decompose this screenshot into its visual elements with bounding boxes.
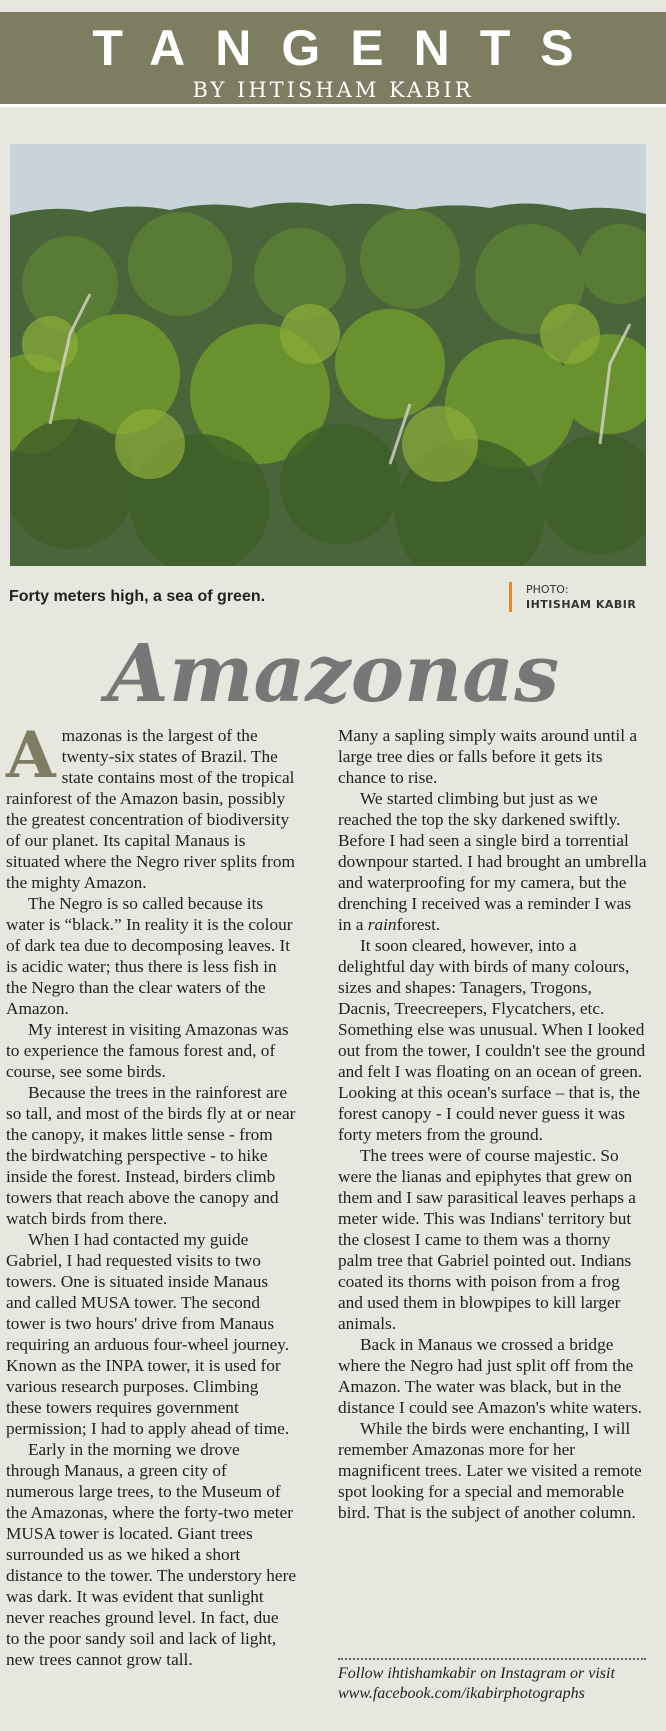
article-column-left (6, 718, 297, 1670)
footer-divider (338, 1658, 646, 1660)
photo-credit-name: IHTISHAM KABIR (526, 598, 637, 611)
article-footer (338, 1664, 658, 1704)
article-paragraph: The trees were of course majestic. So were the lianas and epiphytes that grew on them and I saw parasitical leaves perhaps a meter wide. This was Indians' territory but the closest I came to them was a thorny palm tree that Gabriel pointed out. Indians coated its thorns with poison from a frog and used them in blowpipes to kill larger animals. (338, 1146, 636, 1333)
photo-credit (509, 582, 636, 612)
article-paragraph: The Negro is so called because its water is “black.” In reality it is the colour of dark tea due to decomposing leaves. It is acidic water; thus there is less fish in the Negro than the clear waters of the Amazon. (6, 894, 293, 1018)
photo-credit-label: PHOTO: (526, 583, 569, 596)
article-paragraph: When I had contacted my guide Gabriel, I had requested visits to two towers. One is situated inside Manaus and called MUSA tower. The second tower is two hours' drive from Manaus requiring an arduous four-wheel journey. Known as the INPA tower, it is used for various research purposes. Climbing these towers requires government permission; I had to apply ahead of time. (6, 1230, 290, 1438)
article-paragraph: Many a sapling simply waits around until a large tree dies or falls before it gets its chance to rise. (338, 726, 638, 787)
forest-canopy-illustration (10, 144, 646, 566)
article-paragraph: It soon cleared, however, into a delightful day with birds of many colours, sizes and shapes: Tanagers, Trogons, Dacnis, Treecreepers, Flycatchers, etc. Something else was unusual. When I looked out from the tower, I couldn't see the ground and felt I was floating on an ocean of green. Looking at this ocean's surface – that is, the forest canopy - I could never guess it was forty meters from the ground. (338, 936, 646, 1144)
article-headline: Amazonas (106, 626, 560, 720)
photo-caption: Forty meters high, a sea of green. (9, 588, 266, 605)
article-paragraph: My interest in visiting Amazonas was to experience the famous forest and, of course, see some birds. (6, 1020, 289, 1081)
forest-canopy-photo (10, 144, 646, 566)
masthead-byline: BY IHTISHAM KABIR (192, 78, 474, 102)
article-paragraph: Early in the morning we drove through Manaus, a green city of numerous large trees, to the Museum of the Amazonas, where the forty-two meter MUSA tower is located. Giant trees surrounded us as we hiked a short distance to the tower. The understory here was dark. It was evident that sunlight never reaches ground level. In fact, due to the poor sandy soil and lack of light, new trees cannot grow tall. (6, 1440, 297, 1669)
article-column-right (338, 725, 648, 1523)
footer-facebook-link[interactable]: www.facebook.com/ikabirphotographs (338, 1685, 585, 1702)
masthead-title: TANGENTS (92, 20, 604, 76)
drop-cap: A (6, 718, 56, 793)
article-paragraph: Because the trees in the rainforest are so tall, and most of the birds fly at or near the canopy, it makes little sense - from the birdwatching perspective - to hike inside the forest. Instead, birders climb towers that reach above the canopy and watch birds from there. (6, 1083, 296, 1228)
article-paragraph: While the birds were enchanting, I will remember Amazonas more for her magnificent trees. Later we visited a remote spot looking for a special and memorable bird. That is the subject of another column. (338, 1419, 642, 1522)
footer-instagram-line: Follow ihtishamkabir on Instagram or visit (338, 1665, 615, 1682)
article-paragraph: Back in Manaus we crossed a bridge where the Negro had just split off from the Amazon. The water was black, but in the distance I could see Amazon's white waters. (338, 1335, 642, 1417)
article-paragraph: Amazonas is the largest of the twenty-six states of Brazil. The state contains most of the tropical rainforest of the Amazon basin, possibly the greatest concentration of biodiversity of our planet. Its capital Manaus is situated where the Negro river splits from the mighty Amazon. (6, 718, 295, 892)
article-paragraph: We started climbing but just as we reached the top the sky darkened swiftly. Before I had seen a single bird a torrential downpour started. I had brought an umbrella and waterproofing for my camera, but the drenching I received was a reminder I was in a rainforest. (338, 789, 647, 934)
masthead (0, 12, 666, 107)
